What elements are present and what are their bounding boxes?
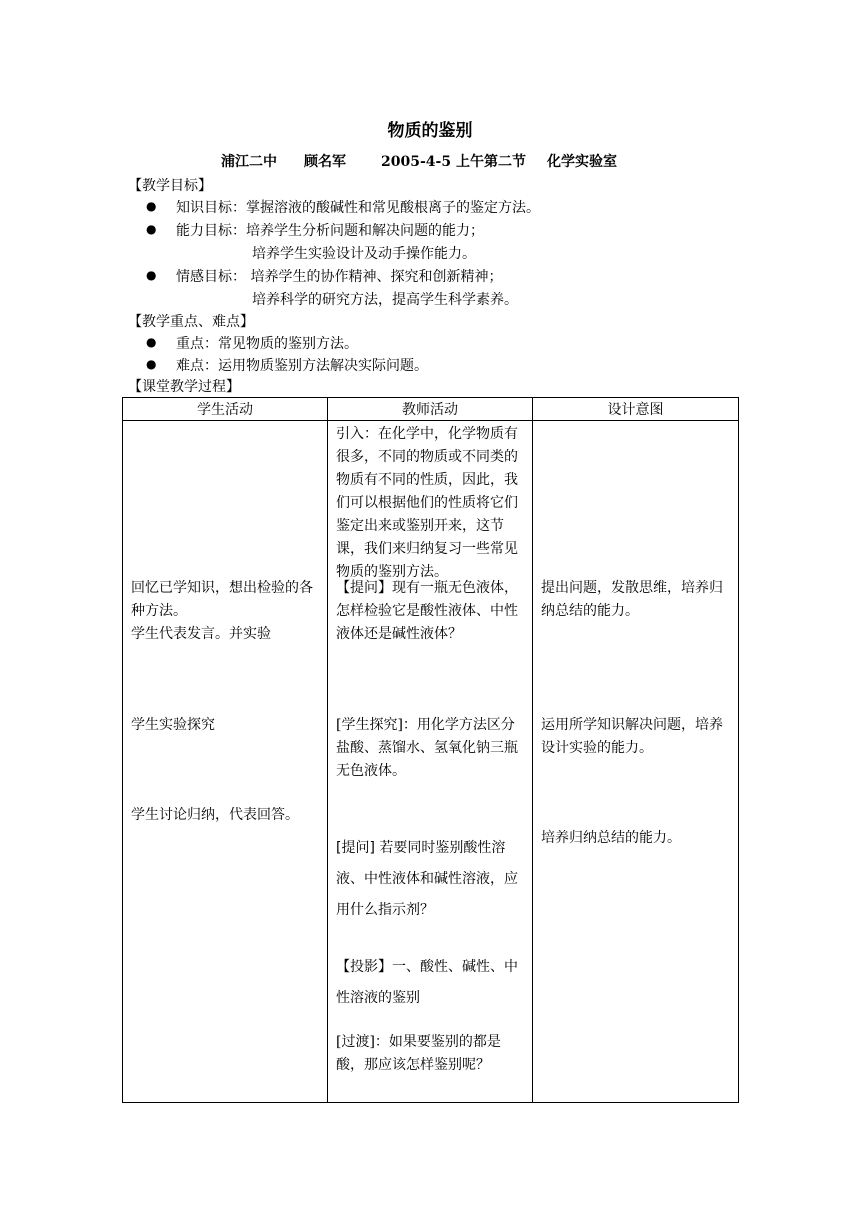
key-points-header: 【教学重点、难点】: [128, 314, 254, 330]
key-focus: 重点：常见物质的鉴别方法。: [176, 336, 358, 352]
bullet-icon: ●: [146, 357, 157, 371]
student-activity-cell: [123, 421, 328, 1103]
student-recall: 回忆已学知识，想出检验的各种方法。: [131, 580, 313, 619]
question-label: [提问]: [336, 840, 375, 856]
teacher-question-1: 【提问】现有一瓶无色液体，怎样检验它是酸性液体、中性液体还是碱性液体？: [336, 580, 518, 642]
student-present: 学生代表发言。并实验: [131, 626, 271, 642]
teaching-process-table: [122, 397, 739, 1103]
design-intent-cell: [533, 421, 739, 1103]
meta-school: 浦江二中: [221, 154, 277, 170]
intent-2: 运用所学知识解决问题，培养设计实验的能力。: [541, 717, 723, 756]
table-header-row: [123, 398, 739, 421]
process-header: 【课堂教学过程】: [128, 379, 240, 395]
goal-emotion-1: 情感目标： 培养学生的协作精神、探究和创新精神；: [176, 269, 503, 285]
teacher-question-2: [336, 833, 526, 926]
intent-1: 提出问题，发散思维，培养归纳总结的能力。: [541, 580, 723, 619]
intent-3: 培养归纳总结的能力。: [541, 830, 681, 846]
bullet-icon: ●: [146, 222, 157, 236]
meta-place: 化学实验室: [547, 154, 617, 170]
goal-knowledge: 知识目标：掌握溶液的酸碱性和常见酸根离子的鉴定方法。: [176, 200, 540, 216]
goals-header: 【教学目标】: [128, 178, 212, 194]
goal-emotion-2: 培养科学的研究方法，提高学生科学素养。: [252, 292, 518, 308]
teacher-transition: [过渡]：如果要鉴别的都是酸，那应该怎样鉴别呢？: [336, 1034, 501, 1073]
col-header-student: 学生活动: [123, 398, 328, 421]
student-discuss: 学生讨论归纳，代表回答。: [131, 807, 299, 823]
bullet-icon: ●: [146, 335, 157, 349]
teacher-intro: 引入：在化学中，化学物质有很多，不同的物质或不同类的物质有不同的性质，因此，我们可以根据他们的性质将它们鉴定出来或鉴别开来，这节课，我们来归纳复习一些常见物质的鉴别方法。: [336, 426, 518, 580]
teacher-activity-cell: [328, 421, 533, 1103]
bullet-icon: ●: [146, 268, 157, 282]
teacher-projection: 【投影】一、酸性、碱性、中性溶液的鉴别: [336, 959, 518, 1006]
col-header-intent: 设计意图: [533, 398, 739, 421]
meta-teacher: 顾名军: [304, 154, 346, 170]
student-experiment: 学生实验探究: [131, 717, 215, 733]
meta-time: 2005-4-5 上午第二节: [381, 154, 526, 170]
goal-ability-2: 培养学生实验设计及动手操作能力。: [252, 246, 476, 262]
bullet-icon: ●: [146, 199, 157, 213]
teacher-inquiry: [学生探究]：用化学方法区分盐酸、蒸馏水、氢氧化钠三瓶无色液体。: [336, 717, 518, 779]
col-header-teacher: 教师活动: [328, 398, 533, 421]
key-difficulty: 难点：运用物质鉴别方法解决实际问题。: [176, 358, 428, 374]
page-title: 物质的鉴别: [387, 121, 473, 141]
goal-ability-1: 能力目标：培养学生分析问题和解决问题的能力；: [176, 223, 484, 239]
question-text: 若要同时鉴别酸性溶液、中性液体和碱性溶液，应用什么指示剂？: [336, 840, 518, 918]
table-row: [123, 421, 739, 1103]
